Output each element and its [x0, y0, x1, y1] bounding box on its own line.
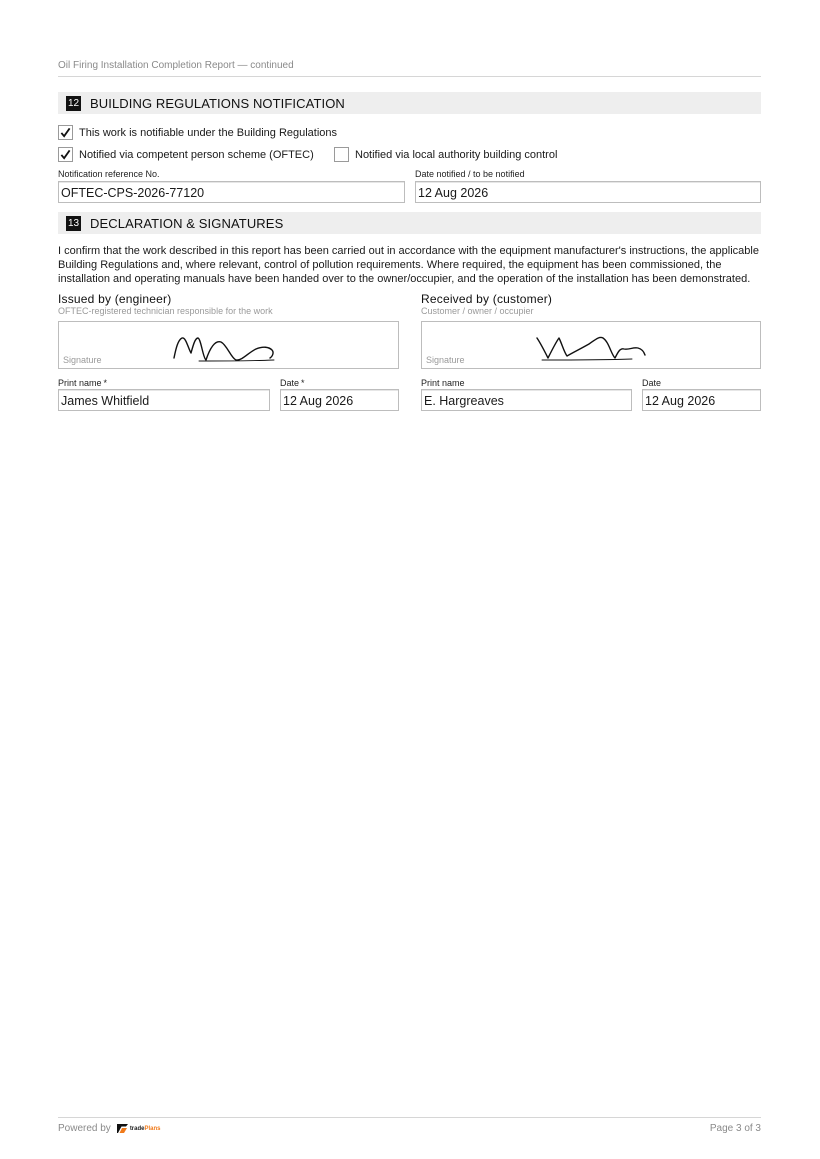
customer-date-field[interactable]: 12 Aug 2026: [642, 389, 761, 411]
section-title: BUILDING REGULATIONS NOTIFICATION: [90, 95, 345, 111]
customer-title: Received by (customer): [421, 292, 553, 306]
logo-text: [130, 1126, 161, 1132]
engineer-print-name-field[interactable]: James Whitfield: [58, 389, 270, 411]
competent-person-checkbox-row[interactable]: [58, 147, 314, 162]
engineer-print-name-label: [58, 378, 107, 388]
engineer-subtitle: OFTEC-registered technician responsible for the work: [58, 306, 273, 316]
local-authority-checkbox-row[interactable]: [334, 147, 557, 162]
engineer-date-field[interactable]: 12 Aug 2026: [280, 389, 399, 411]
notifiable-checkbox-row[interactable]: [58, 125, 337, 140]
powered-by-text: Powered by: [58, 1123, 111, 1134]
local-authority-checkbox[interactable]: [334, 147, 349, 162]
section-number: 13: [67, 217, 80, 229]
powered-by: [58, 1123, 161, 1134]
section-13-header: [58, 212, 761, 234]
required-marker: *: [301, 378, 305, 388]
date-notified-field[interactable]: 12 Aug 2026: [415, 181, 761, 203]
customer-print-name-label: Print name: [421, 378, 465, 388]
checkmark-icon: [60, 149, 71, 160]
reference-label: Notification reference No.: [58, 169, 160, 179]
label-text: Date: [280, 378, 300, 388]
checkbox-label: Notified via local authority building control: [355, 148, 558, 161]
declaration-text: I confirm that the work described in this report has been carried out in accordance with the equipment manufacturer's instructions, the applicable Building Regulations and, where relevant, control of pollution requirements. Where required, the equipment has been commissioned, the installation and operating manuals have been handed over to the owner/occupier, and the operation of the installation has been demonstrated.: [58, 245, 759, 285]
page-footer: [58, 1117, 761, 1134]
notifiable-checkbox[interactable]: [58, 125, 73, 140]
customer-subtitle: Customer / owner / occupier: [421, 306, 534, 316]
tradeplans-logo[interactable]: [117, 1124, 161, 1133]
customer-signature-mark: [532, 328, 657, 364]
checkbox-label: Notified via competent person scheme (OFTEC): [79, 148, 314, 161]
brand-part-2: Plans: [144, 1125, 161, 1132]
signature-label: Signature: [426, 355, 465, 365]
competent-person-checkbox[interactable]: [58, 147, 73, 162]
section-title: DECLARATION & SIGNATURES: [90, 215, 284, 231]
section-12-header: [58, 92, 761, 114]
engineer-title: Issued by (engineer): [58, 292, 172, 306]
running-header: Oil Firing Installation Completion Report — continued: [58, 60, 761, 77]
required-marker: *: [103, 378, 108, 388]
signature-label: Signature: [63, 355, 102, 365]
label-text: Print name: [58, 378, 102, 388]
section-number: 12: [67, 97, 80, 109]
engineer-signature-box[interactable]: [58, 321, 399, 369]
notification-reference-field[interactable]: OFTEC-CPS-2026-77120: [58, 181, 405, 203]
customer-print-name-field[interactable]: E. Hargreaves: [421, 389, 632, 411]
date-notified-label: Date notified / to be notified: [415, 169, 525, 179]
engineer-date-label: [280, 378, 305, 388]
logo-mark-icon: [117, 1124, 128, 1133]
customer-date-label: Date: [642, 378, 662, 388]
checkmark-icon: [60, 127, 71, 138]
engineer-signature-mark: [169, 328, 294, 364]
checkbox-label: This work is notifiable under the Building Regulations: [79, 126, 338, 139]
brand-part-1: trade: [129, 1125, 145, 1132]
page-number: Page 3 of 3: [709, 1123, 761, 1134]
customer-signature-box[interactable]: [421, 321, 761, 369]
